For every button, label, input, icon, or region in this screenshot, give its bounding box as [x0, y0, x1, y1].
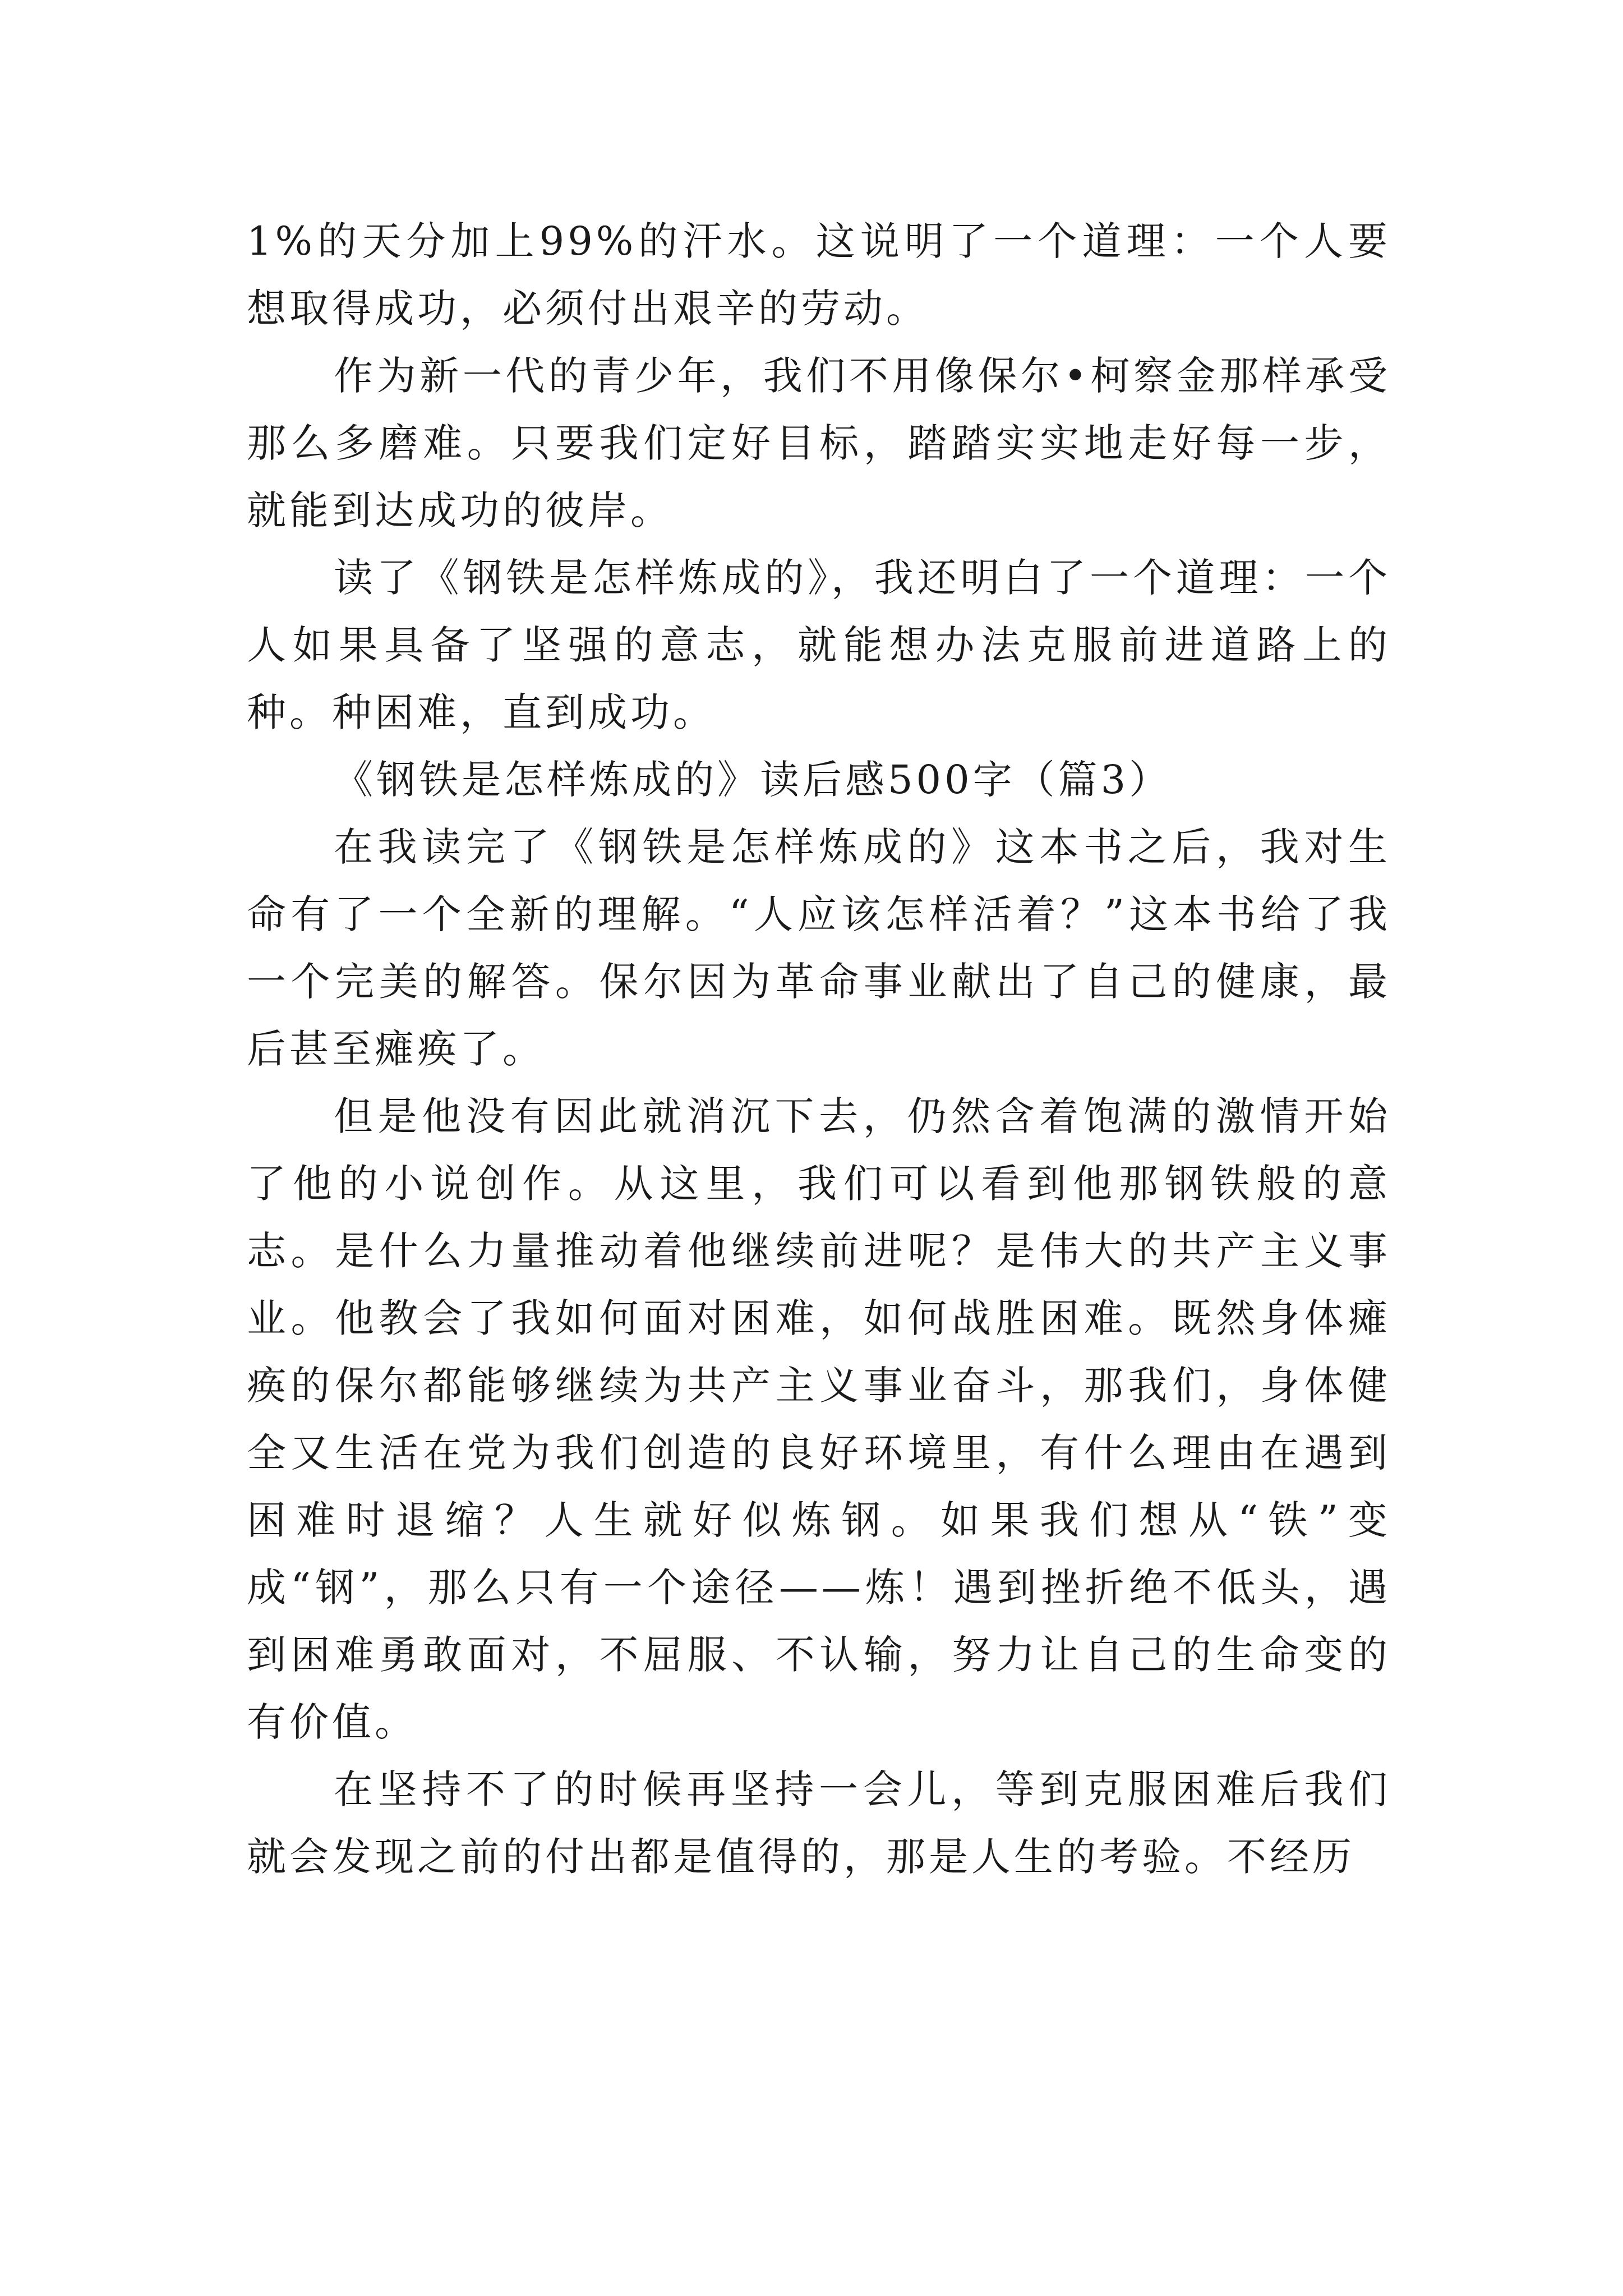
paragraph-new-generation: 作为新一代的青少年，我们不用像保尔•柯察金那样承受那么多磨难。只要我们定好目标，踏踏实实地走好每一步，就能到达成功的彼岸。 [247, 353, 1391, 533]
paragraph-continued: 1%的天分加上99%的汗水。这说明了一个道理：一个人要想取得成功，必须付出艰辛的劳动。 [247, 218, 1391, 332]
section-paragraph-3: 在坚持不了的时候再坚持一会儿，等到克服困难后我们就会发现之前的付出都是值得的，那是人生的考验。不经历 [247, 1766, 1391, 1880]
document-body [247, 208, 1391, 1890]
section-heading: 《钢铁是怎样炼成的》读后感500字（篇3） [334, 757, 1172, 803]
section-paragraph-1: 在我读完了《钢铁是怎样炼成的》这本书之后，我对生命有了一个全新的理解。“人应该怎样活着？”这本书给了我一个完美的解答。保尔因为革命事业献出了自己的健康，最后甚至瘫痪了。 [247, 824, 1391, 1072]
section-paragraph-2: 但是他没有因此就消沉下去，仍然含着饱满的激情开始了他的小说创作。从这里，我们可以看到他那钢铁般的意志。是什么力量推动着他继续前进呢？是伟大的共产主义事业。他教会了我如何面对困难，如何战胜困难。既然身体瘫痪的保尔都能够继续为共产主义事业奋斗，那我们，身体健全又生活在党为我们创造的良好环境里，有什么理由在遇到困难时退缩？人生就好似炼钢。如果我们想从“铁”变成“钢”，那么只有一个途径——炼！遇到挫折绝不低头，遇到困难勇敢面对，不屈服、不认输，努力让自己的生命变的有价值。 [247, 1093, 1391, 1745]
paragraph-lesson: 读了《钢铁是怎样炼成的》，我还明白了一个道理：一个人如果具备了坚强的意志，就能想办法克服前进道路上的种。种困难，直到成功。 [247, 555, 1391, 735]
